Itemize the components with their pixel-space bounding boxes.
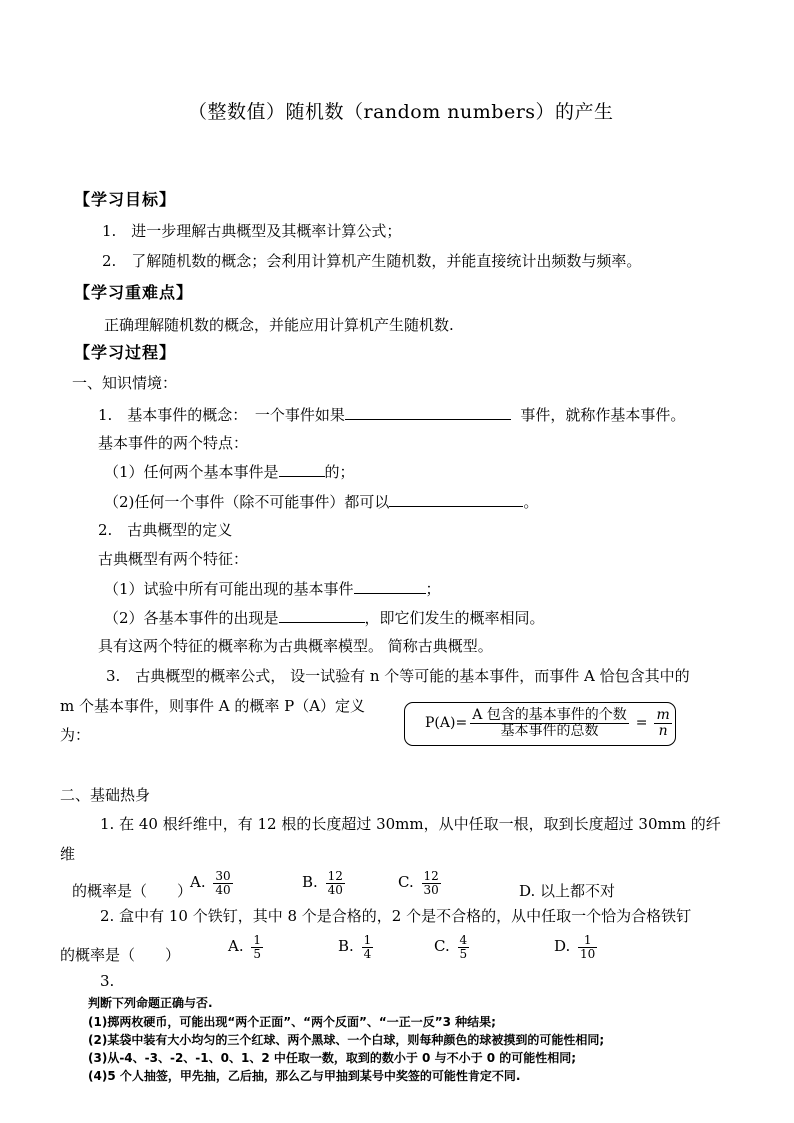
feature-2-text-b: 。 xyxy=(523,493,539,511)
blank-2[interactable] xyxy=(279,462,325,477)
feature-2-text-a: （2)任何一个事件（除不可能事件）都可以 xyxy=(104,493,390,511)
objective-item-1: 1. 进一步理解古典概型及其概率计算公式； xyxy=(102,222,402,240)
judge-item-4: (4)5 个人抽签，甲先抽，乙后抽，那么乙与甲抽到某号中奖签的可能性肯定不同. xyxy=(88,1069,521,1083)
formula-def-line: m 个基本事件，则事件 A 的概率 P（A）定义 xyxy=(60,697,366,715)
classical-feature-1-line xyxy=(104,579,441,599)
formula-numerator: A 包含的基本事件的个数 xyxy=(472,707,627,723)
judge-heading: 判断下列命题正确与否. xyxy=(88,996,213,1010)
q1-option-b-fraction xyxy=(326,870,345,896)
classical-model-line: 具有这两个特征的概率称为古典概率模型。 简称古典概型。 xyxy=(98,637,493,655)
q2-option-b-label: B. xyxy=(338,937,354,956)
classical-def-line: 2. 古典概型的定义 xyxy=(98,521,233,539)
q1-option-b-den: 40 xyxy=(327,882,343,897)
formula-denominator: 基本事件的总数 xyxy=(500,722,599,739)
classical-feature-2-text-a: （2）各基本事件的出现是 xyxy=(104,609,279,627)
q2-option-c-den: 5 xyxy=(459,946,468,961)
classical-feature-2-line xyxy=(104,608,545,628)
q2-option-c-label: C. xyxy=(434,937,450,956)
process-heading: 【学习过程】 xyxy=(74,343,177,362)
q2-option-d-num: 1 xyxy=(578,934,597,948)
probability-formula xyxy=(425,708,675,738)
key-points-heading: 【学习重难点】 xyxy=(74,283,194,302)
q2-option-a-den: 5 xyxy=(253,946,262,961)
q2-option-d-den: 10 xyxy=(580,946,596,961)
q1-option-c-fraction xyxy=(422,870,441,896)
q1-option-d[interactable] xyxy=(519,882,615,901)
q2-option-d-label: D. xyxy=(554,937,571,956)
formula-fraction xyxy=(470,708,629,738)
formula-m: m xyxy=(656,707,670,723)
objective-item-2: 2. 了解随机数的概念；会利用计算机产生随机数，并能直接统计出频数与频率。 xyxy=(102,252,642,270)
q1-option-a-den: 40 xyxy=(215,882,231,897)
classical-feature-1-text-a: （1）试验中所有可能出现的基本事件 xyxy=(104,580,354,598)
q2-option-c-fraction xyxy=(458,934,470,960)
section1-heading: 一、知识情境： xyxy=(72,374,178,392)
q1-option-a-fraction xyxy=(213,870,232,896)
q1-option-c[interactable] xyxy=(398,870,444,896)
concept-line xyxy=(98,405,685,425)
blank-4[interactable] xyxy=(354,579,426,594)
q2-option-b-fraction xyxy=(362,934,374,960)
q2-option-b-den: 4 xyxy=(363,946,372,961)
features-line: 基本事件的两个特点： xyxy=(98,434,249,452)
q1-option-b[interactable] xyxy=(302,870,348,896)
objectives-heading: 【学习目标】 xyxy=(74,190,177,209)
q2-option-d-fraction xyxy=(578,934,597,960)
q1-option-b-label: B. xyxy=(302,873,318,892)
formula-n: n xyxy=(658,722,668,739)
q2-option-c-num: 4 xyxy=(459,933,468,947)
feature-1-text-a: （1）任何两个基本事件是 xyxy=(104,463,279,481)
q2-option-d[interactable] xyxy=(554,934,600,960)
q2-option-c[interactable] xyxy=(434,934,472,960)
question-1-line-1: 1. 在 40 根纤维中，有 12 根的长度超过 30mm，从中任取一根，取到长度超过 30mm 的纤 xyxy=(100,815,721,833)
classical-feature-1-text-b: ； xyxy=(425,580,441,598)
concept-text-a: 1. 基本事件的概念： 一个事件如果 xyxy=(98,406,345,424)
q2-option-b-num: 1 xyxy=(363,933,372,947)
feature-1-text-b: 的； xyxy=(324,463,355,481)
question-1-line-2: 维 xyxy=(60,845,76,863)
feature-1-line xyxy=(104,462,355,482)
q1-option-a[interactable] xyxy=(190,870,236,896)
key-points-text: 正确理解随机数的概念，并能应用计算机产生随机数. xyxy=(104,316,454,334)
q1-option-b-num: 12 xyxy=(327,869,343,883)
formula-fraction-mn xyxy=(654,708,671,738)
q2-option-a-fraction xyxy=(251,934,263,960)
judge-item-3: (3)从-4、-3、-2、-1、0、1、2 中任取一数，取到的数小于 0 与不小于 0 的可能性相同; xyxy=(88,1051,577,1065)
probability-formula-box xyxy=(404,702,676,746)
q2-option-a[interactable] xyxy=(228,934,266,960)
q1-option-a-num: 30 xyxy=(215,869,231,883)
classical-feature-2-text-b: ，即它们发生的概率相同。 xyxy=(364,609,545,627)
concept-text-b: 事件，就称作基本事件。 xyxy=(520,406,686,424)
q1-option-c-num: 12 xyxy=(423,869,439,883)
formula-lhs: P(A)= xyxy=(425,715,468,732)
page-title: （整数值）随机数（random numbers）的产生 xyxy=(188,101,614,123)
q1-option-c-label: C. xyxy=(398,873,414,892)
blank-5[interactable] xyxy=(279,608,365,623)
q2-option-a-label: A. xyxy=(228,937,244,956)
q1-option-c-den: 30 xyxy=(423,882,439,897)
blank-3[interactable] xyxy=(389,492,523,507)
q1-option-d-label: D. xyxy=(519,882,536,900)
judge-item-2: (2)某袋中装有大小均匀的三个红球、两个黑球、一个白球，则每种颜色的球被摸到的可能性相同; xyxy=(88,1033,605,1047)
q1-option-d-text: 以上都不对 xyxy=(540,882,616,900)
question-3-label: 3. xyxy=(100,972,115,990)
q2-option-a-num: 1 xyxy=(253,933,262,947)
formula-def-line-2: 为： xyxy=(60,726,91,744)
q1-option-a-label: A. xyxy=(190,873,206,892)
warmup-heading: 二、基础热身 xyxy=(60,786,151,804)
feature-2-line xyxy=(104,492,538,512)
formula-intro-line: 3. 古典概型的概率公式， 设一试验有 n 个等可能的基本事件，而事件 A 恰包含其中的 xyxy=(106,667,690,685)
question-1-prefix: 的概率是（ ） xyxy=(72,882,193,900)
classical-features-line: 古典概型有两个特征： xyxy=(98,550,249,568)
q2-option-b[interactable] xyxy=(338,934,376,960)
question-2-line-1: 2. 盒中有 10 个铁钉，其中 8 个是合格的，2 个是不合格的，从中任取一个恰为合格铁钉 xyxy=(100,907,692,925)
blank-1[interactable] xyxy=(345,405,511,420)
question-2-prefix: 的概率是（ ） xyxy=(60,946,181,964)
formula-equals: = xyxy=(635,715,648,732)
judge-item-1: (1)掷两枚硬币，可能出现“两个正面”、“两个反面”、“一正一反”3 种结果; xyxy=(88,1015,496,1029)
